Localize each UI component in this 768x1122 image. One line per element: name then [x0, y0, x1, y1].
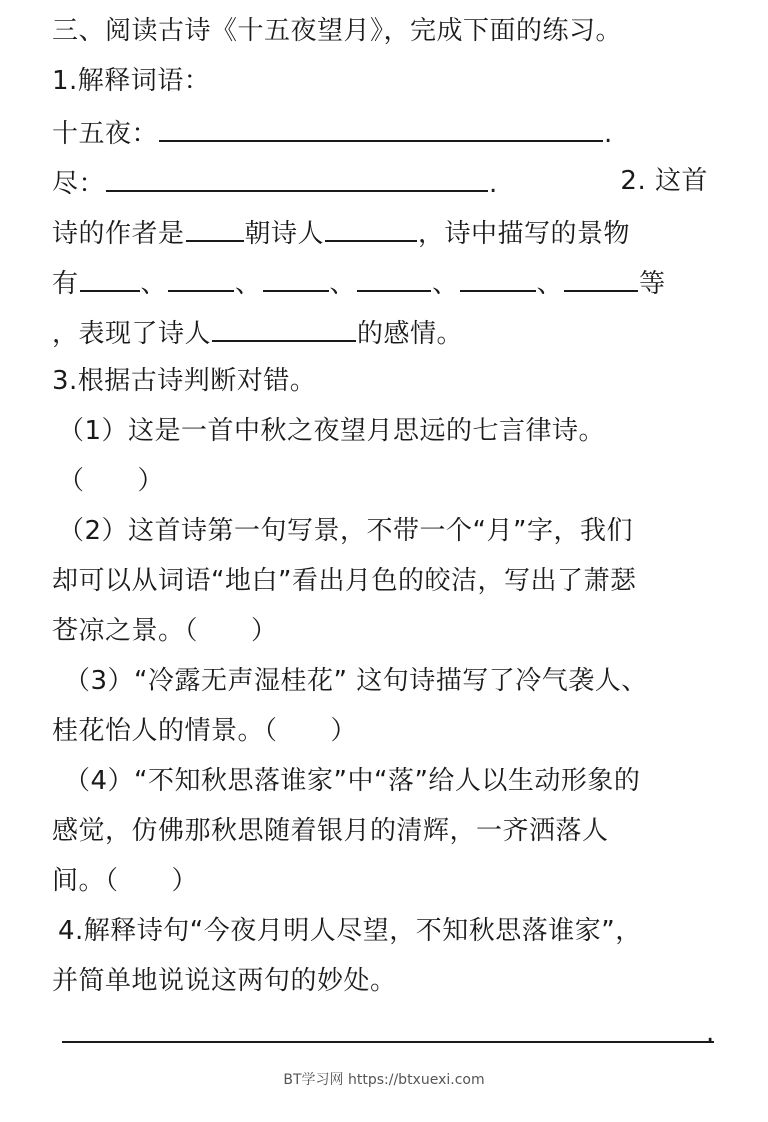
q1-term2-end: . — [489, 169, 498, 199]
q2-sep: 、 — [329, 269, 357, 299]
q3-item4-line1: （4）“不知秋思落谁家”中“落”给人以生动形象的 — [64, 766, 641, 796]
q3-item4-line2: 感觉，仿佛那秋思随着银月的清辉，一齐洒落人 — [52, 816, 609, 846]
q1-term2-blank[interactable] — [106, 160, 488, 192]
q2-scene-blank-6[interactable] — [564, 260, 638, 292]
q2-scene-blank-1[interactable] — [80, 260, 140, 292]
q2-poet-blank[interactable] — [325, 210, 417, 242]
q1-term1-row — [52, 110, 613, 152]
q2-line3 — [52, 310, 463, 352]
q3-title: 3.根据古诗判断对错。 — [52, 366, 317, 396]
q3-item2-line1: （2）这首诗第一句写景，不带一个“月”字，我们 — [58, 516, 633, 546]
q4-answer-end: . — [706, 1018, 715, 1048]
q2-text-author: 诗的作者是 — [52, 219, 185, 249]
footer-watermark: BT学习网 https://btxuexi.com — [283, 1072, 485, 1088]
q2-start: 2. 这首 — [620, 166, 708, 196]
q2-text-scenery: ，诗中描写的景物 — [418, 219, 631, 249]
q3-item3-line1: （3）“冷露无声湿桂花” 这句诗描写了冷气袭人、 — [64, 666, 648, 696]
q4-line1: 4.解释诗句“今夜月明人尽望，不知秋思落谁家”， — [58, 916, 642, 946]
q1-title: 1.解释词语： — [52, 66, 211, 96]
q2-text-dynasty: 朝诗人 — [244, 219, 325, 249]
q1-term2-label: 尽： — [52, 169, 106, 199]
q4-line2: 并简单地说说这两句的妙处。 — [52, 966, 397, 996]
q2-emotion-blank[interactable] — [212, 310, 356, 342]
q2-text-you: 有 — [52, 269, 79, 299]
q2-scene-blank-2[interactable] — [168, 260, 234, 292]
q3-item1: （1）这是一首中秋之夜望月思远的七言律诗。 — [58, 416, 606, 446]
q2-scene-blank-5[interactable] — [460, 260, 536, 292]
q2-text-emotion: 的感情。 — [357, 319, 464, 349]
q4-answer-line[interactable] — [62, 1041, 714, 1043]
q3-item2-line2: 却可以从词语“地白”看出月色的皎洁，写出了萧瑟 — [52, 566, 637, 596]
q2-sep: 、 — [140, 269, 168, 299]
q1-term1-end: . — [604, 119, 613, 149]
q3-item4-line3: 间。（ ） — [52, 866, 199, 896]
section-title: 三、阅读古诗《十五夜望月》，完成下面的练习。 — [52, 16, 623, 46]
q2-text-express: ，表现了诗人 — [52, 319, 212, 349]
q2-scene-blank-3[interactable] — [263, 260, 329, 292]
q2-dynasty-blank[interactable] — [186, 210, 244, 242]
q2-scene-blank-4[interactable] — [357, 260, 431, 292]
q2-text-deng: 等 — [639, 269, 666, 299]
q1-term1-label: 十五夜： — [52, 119, 159, 149]
q2-line1 — [52, 210, 630, 252]
q2-sep: 、 — [235, 269, 262, 299]
q3-item2-line3: 苍凉之景。（ ） — [52, 616, 278, 646]
q2-sep: 、 — [432, 269, 459, 299]
q1-term1-blank[interactable] — [159, 110, 603, 142]
q3-item1-answer[interactable]: （ ） — [58, 466, 165, 496]
q3-item3-line2: 桂花怡人的情景。（ ） — [52, 716, 358, 746]
q1-term2-row — [52, 160, 708, 202]
q2-sep: 、 — [536, 269, 564, 299]
q2-line2 — [52, 260, 666, 302]
